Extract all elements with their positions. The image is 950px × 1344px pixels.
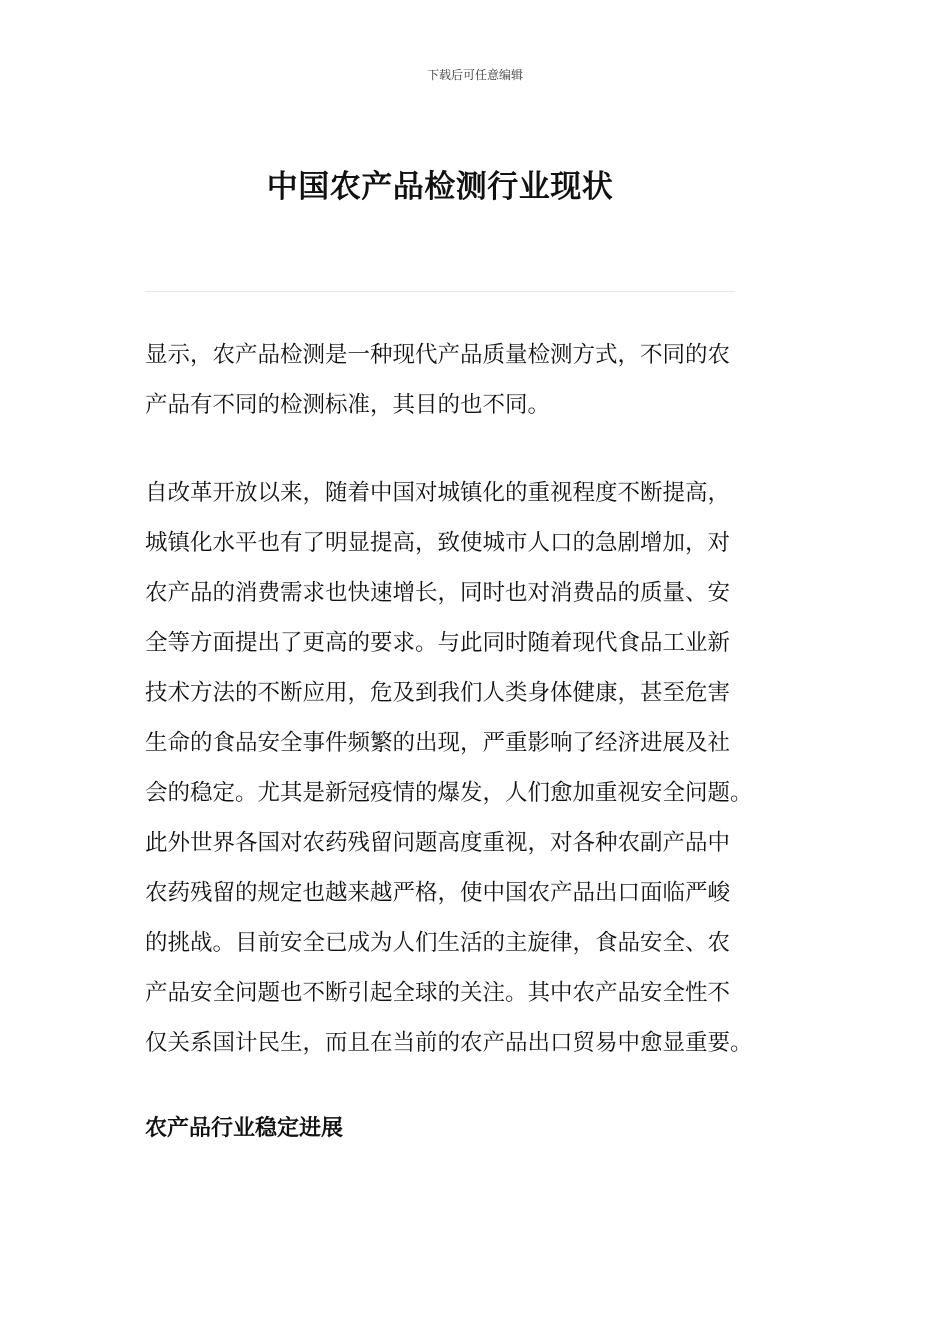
paragraph-line: 产品有不同的检测标准，其目的也不同。 xyxy=(145,392,551,418)
paragraph-background xyxy=(145,468,755,1068)
paragraph-line: 农药残留的规定也越来越严格，使中国农产品出口面临严峻 xyxy=(145,880,731,906)
document-title: 中国农产品检测行业现状 xyxy=(266,169,614,205)
paragraph-line: 生命的食品安全事件频繁的出现，严重影响了经济进展及社 xyxy=(145,730,731,756)
paragraph-line: 技术方法的不断应用，危及到我们人类身体健康，甚至危害 xyxy=(145,680,731,706)
paragraph-line: 此外世界各国对农药残留问题高度重视，对各种农副产品中 xyxy=(145,830,731,856)
paragraph-line: 农产品的消费需求也快速增长，同时也对消费品的质量、安 xyxy=(145,580,731,606)
page-header-note: 下载后可任意编辑 xyxy=(426,68,523,82)
paragraph-line: 会的稳定。尤其是新冠疫情的爆发，人们愈加重视安全问题。 xyxy=(145,780,753,806)
section-heading: 农产品行业稳定进展 xyxy=(145,1116,344,1141)
paragraph-line: 城镇化水平也有了明显提高，致使城市人口的急剧增加，对 xyxy=(145,530,731,556)
paragraph-line: 显示，农产品检测是一种现代产品质量检测方式，不同的农 xyxy=(145,342,731,368)
paragraph-line: 自改革开放以来，随着中国对城镇化的重视程度不断提高， xyxy=(145,480,731,506)
paragraph-line: 仅关系国计民生，而且在当前的农产品出口贸易中愈显重要。 xyxy=(145,1030,753,1056)
paragraph-line: 的挑战。目前安全已成为人们生活的主旋律，食品安全、农 xyxy=(145,930,731,956)
title-divider xyxy=(145,291,735,292)
paragraph-line: 产品安全问题也不断引起全球的关注。其中农产品安全性不 xyxy=(145,980,731,1006)
paragraph-line: 全等方面提出了更高的要求。与此同时随着现代食品工业新 xyxy=(145,630,731,656)
paragraph-intro xyxy=(145,330,755,430)
